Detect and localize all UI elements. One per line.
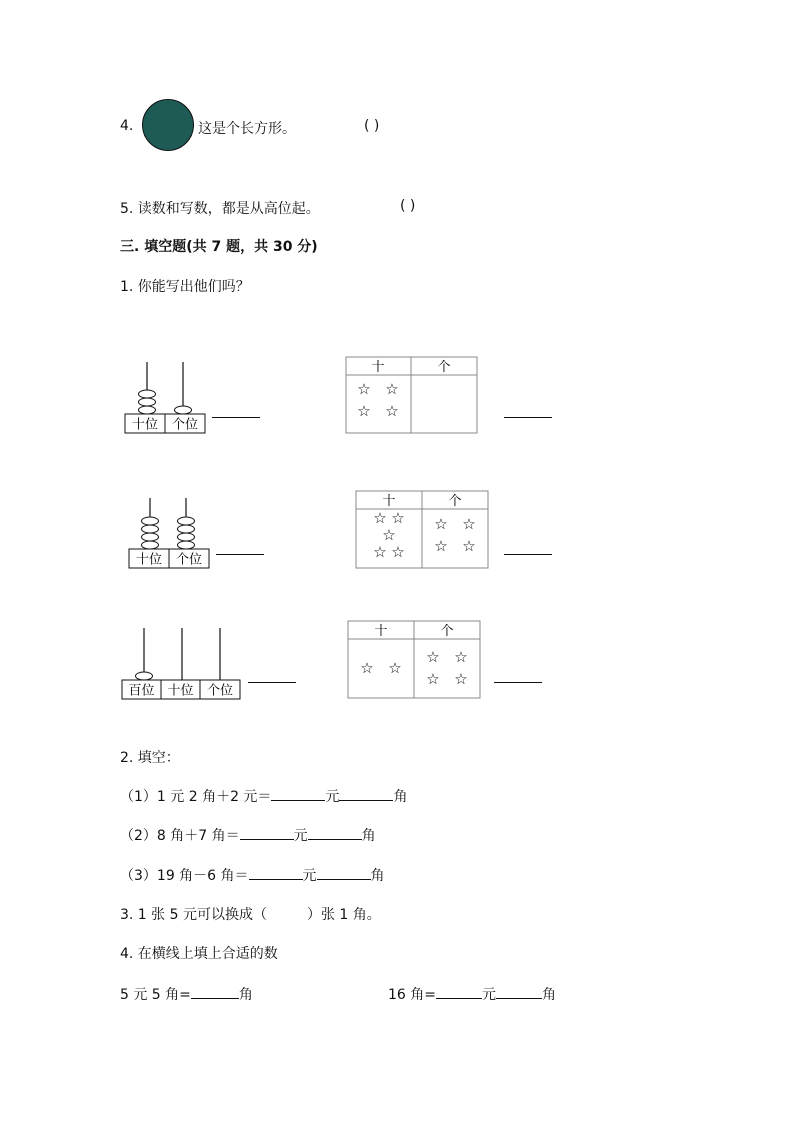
star-icon: ☆ — [357, 402, 371, 420]
abacus-3 — [120, 626, 244, 704]
abacus-2 — [125, 496, 215, 572]
table-3-header-tens: 十 — [374, 624, 388, 639]
abacus-3-label-ones: 个位 — [206, 683, 234, 699]
abacus-bead — [178, 517, 195, 525]
abacus-bead — [139, 398, 156, 406]
table-1-header-ones: 个 — [437, 360, 451, 375]
abacus-3-beads — [136, 672, 153, 680]
star-icon: ☆ — [391, 509, 405, 527]
problem-2-item-3 — [120, 865, 385, 885]
abacus-bead — [142, 525, 159, 533]
table-3-header-ones: 个 — [440, 624, 454, 639]
item-3-jiao-blank[interactable] — [317, 865, 371, 880]
problem-3-text-a: 3. 1 张 5 元可以换成（ — [120, 907, 267, 923]
abacus-bead — [178, 525, 195, 533]
problem-3-text-b: ）张 1 角。 — [306, 907, 381, 923]
answer-line-5[interactable] — [248, 682, 296, 683]
problem-4-title: 4. 在横线上填上合适的数 — [120, 946, 278, 962]
star-icon: ☆ — [373, 509, 387, 527]
item-1-jiao-blank[interactable] — [339, 786, 393, 801]
problem-4-left — [120, 984, 253, 1004]
problem-1-title: 1. 你能写出他们吗？ — [120, 279, 250, 295]
item-2-yuan-unit: 元 — [293, 828, 308, 844]
q4-answer-paren[interactable]: ( ) — [364, 118, 380, 134]
abacus-2-beads — [142, 517, 195, 549]
abacus-bead — [139, 406, 156, 414]
item-1-jiao-unit: 角 — [393, 789, 408, 805]
table-2-header-tens: 十 — [382, 494, 396, 509]
p4-left-label: 5 元 5 角= — [120, 987, 191, 1003]
answer-line-3[interactable] — [216, 554, 264, 555]
abacus-bead — [139, 390, 156, 398]
star-icon: ☆ — [373, 543, 387, 561]
q5-answer-paren[interactable]: ( ) — [400, 198, 416, 214]
abacus-bead — [175, 406, 192, 414]
problem-2-item-1 — [120, 786, 407, 806]
abacus-bead — [142, 541, 159, 549]
star-icon: ☆ — [382, 526, 396, 544]
abacus-2-label-tens: 十位 — [135, 552, 163, 568]
place-value-table-2 — [355, 490, 490, 570]
star-icon: ☆ — [426, 648, 440, 666]
star-icon: ☆ — [426, 670, 440, 688]
answer-line-1[interactable] — [212, 417, 260, 418]
table-1-header-tens: 十 — [371, 360, 385, 375]
place-value-table-1 — [345, 356, 479, 436]
p4-right-yuan-blank[interactable] — [436, 984, 482, 999]
problem-2-title: 2. 填空： — [120, 750, 180, 766]
p4-right-yuan-unit: 元 — [482, 987, 496, 1003]
abacus-bead — [136, 672, 153, 680]
star-icon: ☆ — [357, 380, 371, 398]
abacus-bead — [178, 533, 195, 541]
star-icon: ☆ — [462, 515, 476, 533]
star-icon: ☆ — [462, 537, 476, 555]
section-3-title: 三. 填空题(共 7 题，共 30 分) — [120, 239, 318, 255]
p4-right-jiao-blank[interactable] — [496, 984, 542, 999]
abacus-bead — [178, 541, 195, 549]
star-icon: ☆ — [454, 648, 468, 666]
abacus-1 — [120, 358, 210, 436]
q4-number: 4. — [120, 118, 134, 134]
item-2-jiao-unit: 角 — [361, 828, 376, 844]
abacus-1-label-tens: 十位 — [131, 417, 159, 433]
abacus-bead — [142, 533, 159, 541]
circle-shape — [141, 98, 195, 152]
item-3-label: （3）19 角－6 角＝ — [120, 868, 249, 884]
abacus-2-label-ones: 个位 — [175, 552, 203, 568]
item-3-jiao-unit: 角 — [370, 868, 385, 884]
star-icon: ☆ — [391, 543, 405, 561]
problem-2-item-2 — [120, 825, 376, 845]
abacus-1-label-ones: 个位 — [171, 417, 199, 433]
star-icon: ☆ — [360, 659, 374, 677]
star-icon: ☆ — [385, 402, 399, 420]
star-icon: ☆ — [434, 537, 448, 555]
item-1-label: （1）1 元 2 角＋2 元＝ — [120, 789, 272, 805]
abacus-3-label-tens: 十位 — [167, 683, 194, 699]
table-2-header-ones: 个 — [448, 494, 462, 509]
p4-left-blank[interactable] — [191, 984, 239, 999]
item-1-yuan-blank[interactable] — [271, 786, 325, 801]
problem-3 — [120, 904, 381, 924]
item-3-yuan-blank[interactable] — [249, 865, 303, 880]
item-2-yuan-blank[interactable] — [240, 825, 294, 840]
star-icon: ☆ — [434, 515, 448, 533]
item-2-label: （2）8 角＋7 角＝ — [120, 828, 240, 844]
q5-text: 5. 读数和写数，都是从高位起。 — [120, 201, 320, 217]
p4-right-label: 16 角= — [388, 987, 436, 1003]
star-icon: ☆ — [454, 670, 468, 688]
answer-line-2[interactable] — [504, 417, 552, 418]
place-value-table-3 — [347, 620, 482, 700]
problem-4-right — [388, 984, 556, 1004]
item-2-jiao-blank[interactable] — [308, 825, 362, 840]
p4-left-unit: 角 — [238, 987, 253, 1003]
answer-line-4[interactable] — [504, 554, 552, 555]
answer-line-6[interactable] — [494, 682, 542, 683]
abacus-3-label-hundreds: 百位 — [128, 683, 155, 699]
item-1-yuan-unit: 元 — [325, 789, 340, 805]
star-icon: ☆ — [385, 380, 399, 398]
p4-right-jiao-unit: 角 — [542, 987, 556, 1003]
item-3-yuan-unit: 元 — [302, 868, 317, 884]
abacus-bead — [142, 517, 159, 525]
q4-text: 这是个长方形。 — [198, 121, 296, 137]
star-icon: ☆ — [388, 659, 402, 677]
